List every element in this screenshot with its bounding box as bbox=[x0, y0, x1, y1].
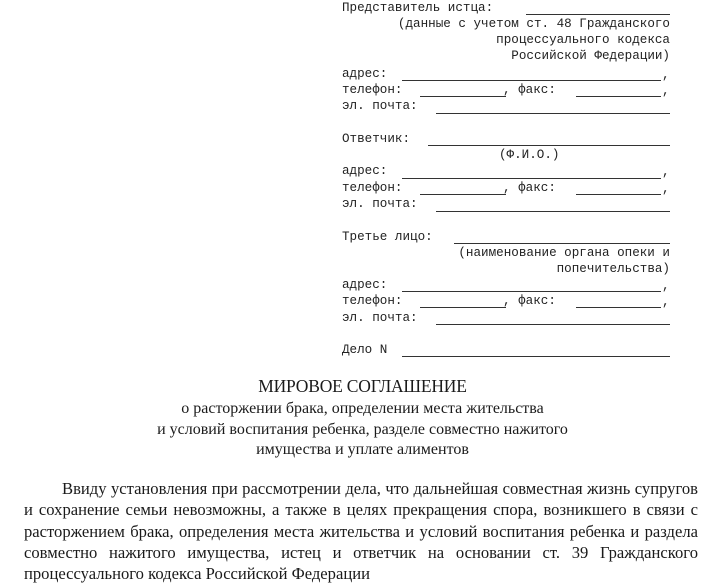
defendant-fax-field[interactable] bbox=[576, 194, 661, 195]
defendant-email-label: эл. почта: bbox=[342, 197, 418, 211]
plaintiff-rep-label: Представитель истца: bbox=[342, 1, 494, 15]
third-party-phone-label: телефон: bbox=[342, 294, 403, 308]
comma: , bbox=[662, 68, 670, 82]
plaintiff-rep-fax-label: , факс: bbox=[503, 83, 556, 97]
document-subtitle-1: о расторжении брака, определении места жительства bbox=[181, 400, 544, 417]
plaintiff-rep-note-2: процессуального кодекса bbox=[496, 33, 670, 47]
document-title: МИРОВОЕ СОГЛАШЕНИЕ bbox=[258, 376, 467, 396]
defendant-name-note: (Ф.И.О.) bbox=[499, 148, 560, 162]
defendant-name-field[interactable] bbox=[428, 145, 670, 146]
third-party-fax-field[interactable] bbox=[576, 307, 661, 308]
defendant-phone-field[interactable] bbox=[420, 194, 506, 195]
third-party-fax-label: , факс: bbox=[503, 294, 556, 308]
defendant-label: Ответчик: bbox=[342, 132, 411, 146]
case-number-field[interactable] bbox=[402, 356, 670, 357]
defendant-phone-label: телефон: bbox=[342, 181, 403, 195]
body-paragraph: Ввиду установления при рассмотрении дела, что дальнейшая совместная жизнь супругов и сохранение семьи невозможны, а также в целях прекращения спора, возникшего в связи с расторжением брака, определения места жительства и условий воспитания ребенка и раздела совместно нажитого имущества, истец и ответчик на основании ст. 39 Гражданского процессуального кодекса Российской Федерации bbox=[24, 479, 698, 584]
plaintiff-rep-phone-field[interactable] bbox=[420, 96, 506, 97]
comma: , bbox=[662, 279, 670, 293]
third-party-label: Третье лицо: bbox=[342, 230, 433, 244]
plaintiff-rep-address-label: адрес: bbox=[342, 67, 388, 81]
plaintiff-rep-address-field[interactable] bbox=[402, 80, 661, 81]
defendant-address-label: адрес: bbox=[342, 164, 388, 178]
third-party-email-field[interactable] bbox=[436, 324, 670, 325]
comma: , bbox=[662, 84, 670, 98]
plaintiff-rep-phone-label: телефон: bbox=[342, 83, 403, 97]
third-party-name-field[interactable] bbox=[454, 243, 670, 244]
plaintiff-rep-email-field[interactable] bbox=[436, 113, 670, 114]
plaintiff-rep-note-3: Российской Федерации) bbox=[511, 49, 670, 63]
third-party-email-label: эл. почта: bbox=[342, 311, 418, 325]
comma: , bbox=[662, 165, 670, 179]
third-party-note-1: (наименование органа опеки и bbox=[458, 246, 670, 260]
third-party-address-field[interactable] bbox=[402, 291, 661, 292]
third-party-address-label: адрес: bbox=[342, 278, 388, 292]
plaintiff-rep-fax-field[interactable] bbox=[576, 96, 661, 97]
comma: , bbox=[662, 182, 670, 196]
defendant-email-field[interactable] bbox=[436, 211, 670, 212]
plaintiff-rep-note-1: (данные с учетом ст. 48 Гражданского bbox=[397, 17, 670, 31]
third-party-note-2: попечительства) bbox=[556, 262, 670, 276]
document-subtitle-2: и условий воспитания ребенка, разделе совместно нажитого bbox=[157, 421, 568, 438]
comma: , bbox=[662, 295, 670, 309]
document-subtitle-3: имущества и уплате алиментов bbox=[256, 441, 469, 458]
defendant-address-field[interactable] bbox=[402, 178, 661, 179]
defendant-fax-label: , факс: bbox=[503, 181, 556, 195]
plaintiff-rep-email-label: эл. почта: bbox=[342, 99, 418, 113]
third-party-phone-field[interactable] bbox=[420, 307, 506, 308]
case-number-label: Дело N bbox=[342, 343, 388, 357]
plaintiff-rep-name-field[interactable] bbox=[526, 14, 670, 15]
